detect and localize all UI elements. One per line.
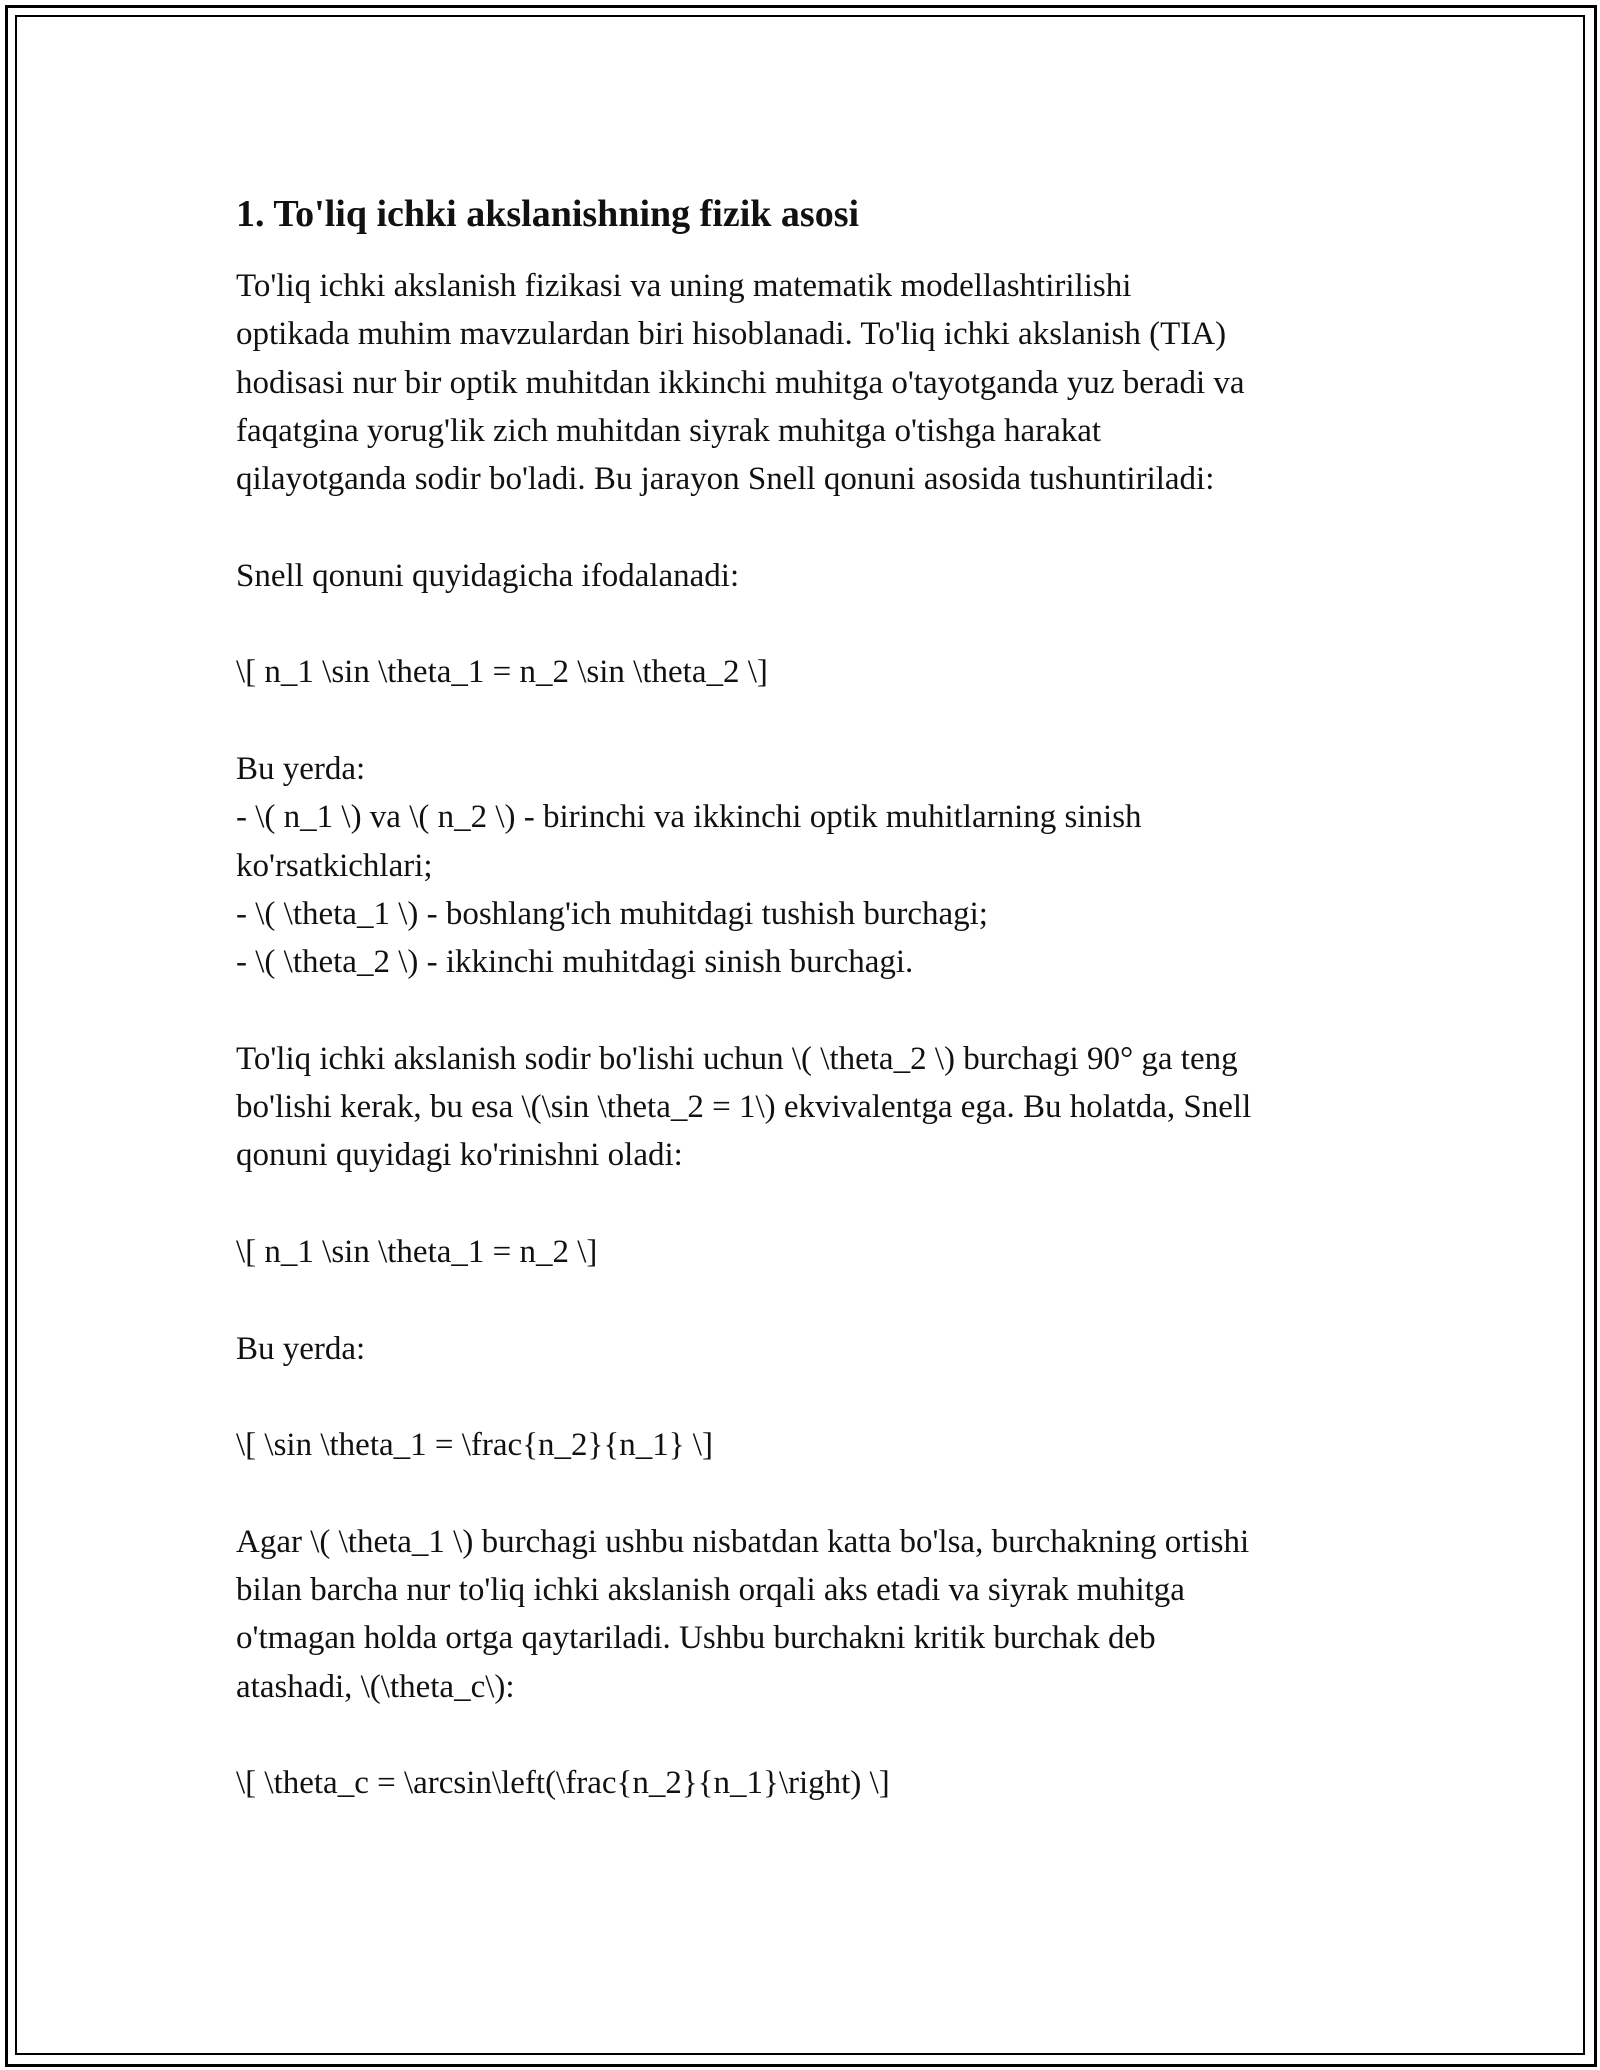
equation-sine-ratio: \[ \sin \theta_1 = \frac{n_2}{n_1} \] [236, 1427, 713, 1464]
intro-line: faqatgina yorug'lik zich muhitdan siyrak muhitga o'tishga harakat [236, 412, 1102, 449]
list-item: - \( \theta_1 \) - boshlang'ich muhitdagi tushish burchagi; [236, 895, 988, 932]
intro-line: optikada muhim mavzulardan biri hisoblanadi. To'liq ichki akslanish (TIA) [236, 316, 1227, 353]
equation-arcsin: \[ \theta_c = \arcsin\left(\frac{n_2}{n_1}\right) \] [236, 1765, 890, 1802]
list-item: ko'rsatkichlari; [236, 847, 433, 884]
condition-line: bo'lishi kerak, bu esa \(\sin \theta_2 = 1\) ekvivalentga ega. Bu holatda, Snell [236, 1089, 1252, 1126]
equation-snell: \[ n_1 \sin \theta_1 = n_2 \sin \theta_2 \] [236, 654, 768, 691]
critical-line: Agar \( \theta_1 \) burchagi ushbu nisbatdan katta bo'lsa, burchakning ortishi [236, 1523, 1250, 1560]
condition-line: qonuni quyidagi ko'rinishni oladi: [236, 1137, 683, 1174]
condition-paragraph [236, 1035, 1366, 1180]
condition-line: To'liq ichki akslanish sodir bo'lishi uchun \( \theta_2 \) burchagi 90° ga teng [236, 1040, 1238, 1077]
intro-paragraph [236, 262, 1366, 503]
critical-angle-paragraph [236, 1518, 1366, 1711]
document-body [236, 186, 1366, 1808]
critical-line: bilan barcha nur to'liq ichki akslanish orqali aks etadi va siyrak muhitga [236, 1572, 1185, 1609]
intro-line: qilayotganda sodir bo'ladi. Bu jarayon Snell qonuni asosida tushuntiriladi: [236, 461, 1215, 498]
section-heading: 1. To'liq ichki akslanishning fizik asosi [236, 193, 860, 235]
intro-line: To'liq ichki akslanish fizikasi va uning matematik modellashtirilishi [236, 268, 1132, 304]
where-label-2: Bu yerda: [236, 1330, 366, 1367]
critical-line: o'tmagan holda ortga qaytariladi. Ushbu burchakni kritik burchak deb [236, 1620, 1156, 1657]
equation-critical: \[ n_1 \sin \theta_1 = n_2 \] [236, 1233, 598, 1270]
list-item: - \( \theta_2 \) - ikkinchi muhitdagi sinish burchagi. [236, 944, 914, 981]
intro-line: hodisasi nur bir optik muhitdan ikkinchi muhitga o'tayotganda yuz beradi va [236, 364, 1245, 401]
definition-list [236, 793, 1366, 986]
critical-line: atashadi, \(\theta_c\): [236, 1668, 515, 1705]
where-label: Bu yerda: [236, 750, 366, 787]
snell-intro: Snell qonuni quyidagicha ifodalanadi: [236, 557, 740, 594]
list-item: - \( n_1 \) va \( n_2 \) - birinchi va ikkinchi optik muhitlarning sinish [236, 799, 1142, 836]
